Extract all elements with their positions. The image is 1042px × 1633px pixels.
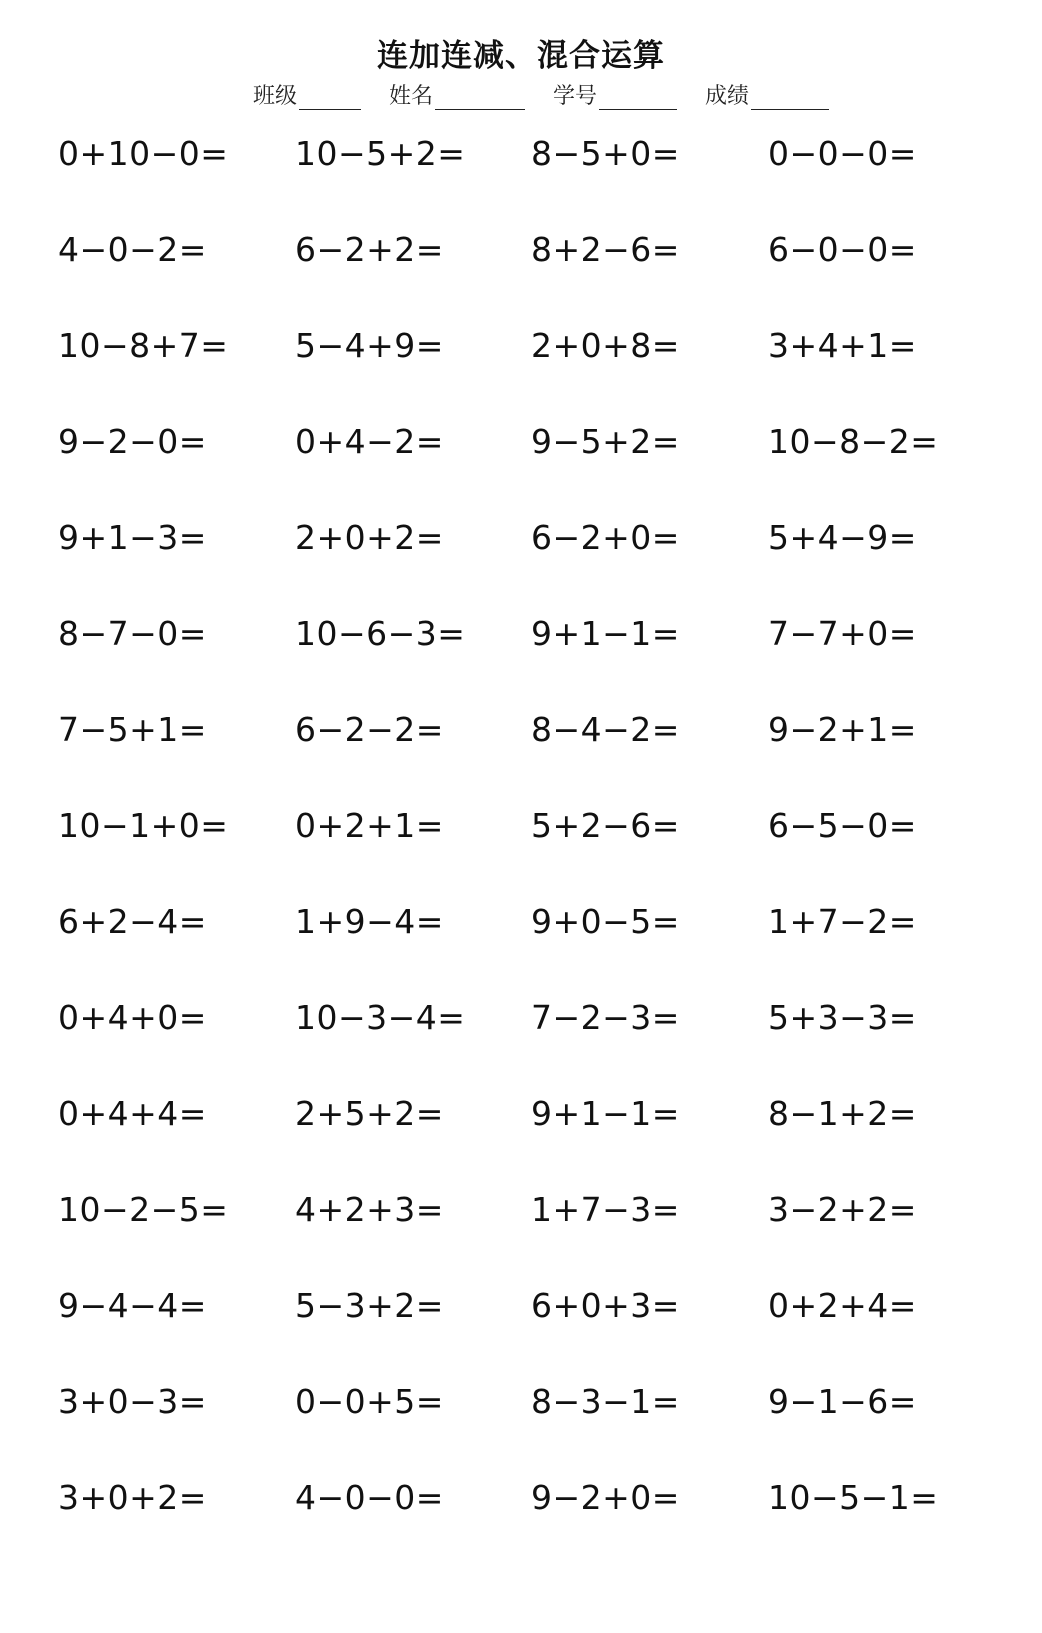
score-label: 成绩 <box>705 84 750 109</box>
math-problem: 1+7−3= <box>531 1190 680 1229</box>
student-info-row <box>253 78 829 110</box>
math-problem: 6+2−4= <box>58 902 207 941</box>
math-problem: 0−0−0= <box>768 134 917 173</box>
math-problem: 10−6−3= <box>295 614 466 653</box>
math-problem: 10−8+7= <box>58 326 229 365</box>
math-problem: 6−0−0= <box>768 230 917 269</box>
math-problem: 0+2+4= <box>768 1286 917 1325</box>
math-problem: 3−2+2= <box>768 1190 917 1229</box>
score-blank <box>751 85 829 110</box>
math-problem: 0+4+0= <box>58 998 207 1037</box>
math-problem: 9+1−3= <box>58 518 207 557</box>
math-problem: 6−2+0= <box>531 518 680 557</box>
worksheet-title: 连加连减、混合运算 <box>377 38 665 74</box>
math-problem: 5−4+9= <box>295 326 444 365</box>
math-problem: 2+5+2= <box>295 1094 444 1133</box>
math-problem: 1+9−4= <box>295 902 444 941</box>
math-problem: 6−2−2= <box>295 710 444 749</box>
math-problem: 6−2+2= <box>295 230 444 269</box>
math-problem: 8−4−2= <box>531 710 680 749</box>
math-problem: 10−5+2= <box>295 134 466 173</box>
math-problem: 4−0−2= <box>58 230 207 269</box>
math-problem: 10−5−1= <box>768 1478 939 1517</box>
math-problem: 3+0−3= <box>58 1382 207 1421</box>
math-problem: 8−3−1= <box>531 1382 680 1421</box>
math-problem: 5+4−9= <box>768 518 917 557</box>
problem-grid <box>58 131 998 1571</box>
math-problem: 3+4+1= <box>768 326 917 365</box>
math-problem: 6−5−0= <box>768 806 917 845</box>
score-field <box>705 79 829 110</box>
class-blank <box>299 85 361 110</box>
math-problem: 4+2+3= <box>295 1190 444 1229</box>
math-problem: 9−2−0= <box>58 422 207 461</box>
math-problem: 9−5+2= <box>531 422 680 461</box>
math-problem: 8−5+0= <box>531 134 680 173</box>
math-problem: 7−5+1= <box>58 710 207 749</box>
math-problem: 9−2+1= <box>768 710 917 749</box>
math-problem: 9−4−4= <box>58 1286 207 1325</box>
math-problem: 7−7+0= <box>768 614 917 653</box>
math-problem: 0+4−2= <box>295 422 444 461</box>
name-blank <box>435 85 525 110</box>
math-problem: 9+1−1= <box>531 614 680 653</box>
student-number-blank <box>599 85 677 110</box>
math-problem: 0+10−0= <box>58 134 229 173</box>
math-problem: 10−3−4= <box>295 998 466 1037</box>
math-problem: 9+0−5= <box>531 902 680 941</box>
math-problem: 8−7−0= <box>58 614 207 653</box>
class-label: 班级 <box>253 84 298 109</box>
math-problem: 3+0+2= <box>58 1478 207 1517</box>
math-problem: 5+3−3= <box>768 998 917 1037</box>
name-field <box>389 79 525 110</box>
math-problem: 7−2−3= <box>531 998 680 1037</box>
math-problem: 6+0+3= <box>531 1286 680 1325</box>
math-problem: 5+2−6= <box>531 806 680 845</box>
student-number-field <box>553 79 677 110</box>
math-problem: 8−1+2= <box>768 1094 917 1133</box>
name-label: 姓名 <box>389 84 434 109</box>
math-problem: 5−3+2= <box>295 1286 444 1325</box>
math-problem: 9−1−6= <box>768 1382 917 1421</box>
class-field <box>253 79 361 110</box>
math-problem: 2+0+8= <box>531 326 680 365</box>
math-problem: 0+4+4= <box>58 1094 207 1133</box>
math-problem: 9+1−1= <box>531 1094 680 1133</box>
math-problem: 9−2+0= <box>531 1478 680 1517</box>
math-problem: 10−1+0= <box>58 806 229 845</box>
math-problem: 10−2−5= <box>58 1190 229 1229</box>
math-problem: 4−0−0= <box>295 1478 444 1517</box>
math-problem: 2+0+2= <box>295 518 444 557</box>
math-problem: 10−8−2= <box>768 422 939 461</box>
math-problem: 0+2+1= <box>295 806 444 845</box>
math-problem: 1+7−2= <box>768 902 917 941</box>
student-number-label: 学号 <box>553 84 598 109</box>
math-problem: 8+2−6= <box>531 230 680 269</box>
math-problem: 0−0+5= <box>295 1382 444 1421</box>
